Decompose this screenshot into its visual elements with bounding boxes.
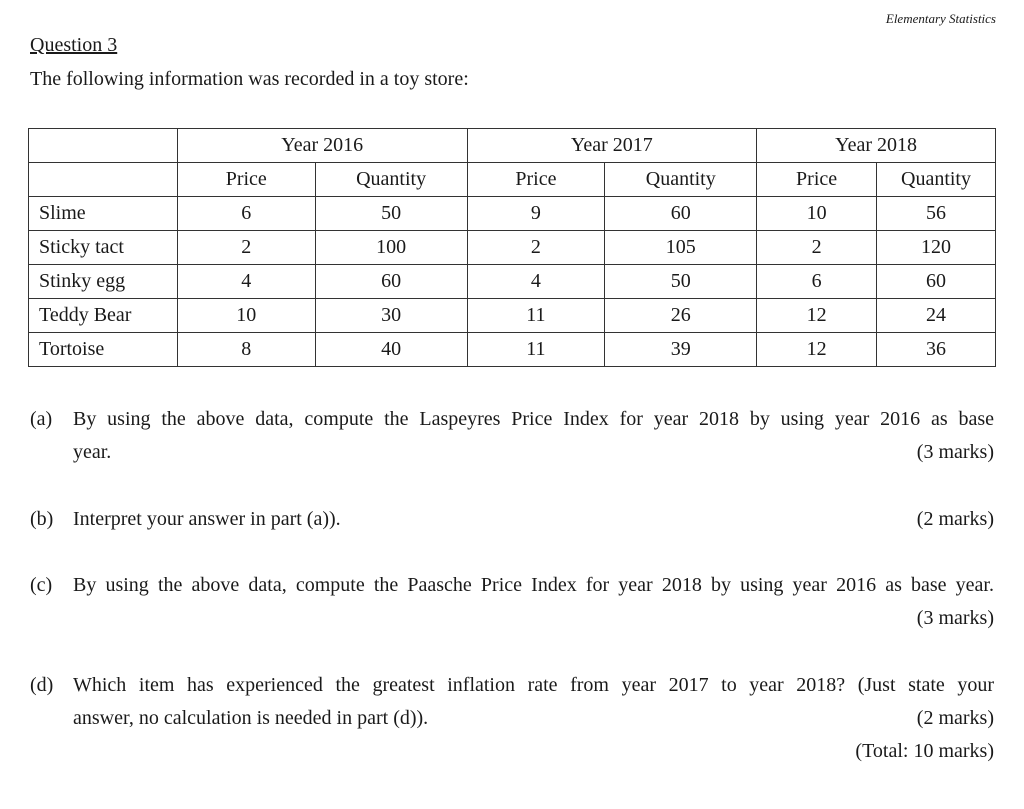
table-cell: 11	[467, 333, 605, 367]
table-cell: 2	[177, 231, 315, 265]
price-header-2016: Price	[177, 163, 315, 197]
table-cell: 4	[467, 265, 605, 299]
table-row	[29, 333, 996, 367]
part-d	[30, 669, 994, 768]
table-row	[29, 265, 996, 299]
part-c-label: (c)	[30, 574, 53, 596]
part-b-row	[73, 503, 994, 536]
part-b-label: (b)	[30, 508, 54, 530]
table-cell: 39	[605, 333, 757, 367]
table-cell: 24	[877, 299, 996, 333]
table-cell: 2	[757, 231, 877, 265]
year-header-2017: Year 2017	[467, 129, 757, 163]
table-row	[29, 197, 996, 231]
table-cell: 60	[605, 197, 757, 231]
quantity-header-2017: Quantity	[605, 163, 757, 197]
quantity-header-2018: Quantity	[877, 163, 996, 197]
part-b-text: Interpret your answer in part (a)).	[73, 508, 341, 530]
part-a-line2-row	[73, 436, 994, 469]
table-cell: 4	[177, 265, 315, 299]
year-header-2016: Year 2016	[177, 129, 467, 163]
table-cell: 40	[315, 333, 467, 367]
item-name: Sticky tact	[29, 231, 178, 265]
table-row	[29, 231, 996, 265]
year-header-row	[29, 129, 996, 163]
price-header-2017: Price	[467, 163, 605, 197]
item-name: Stinky egg	[29, 265, 178, 299]
table-cell: 30	[315, 299, 467, 333]
table-cell: 56	[877, 197, 996, 231]
table-cell: 105	[605, 231, 757, 265]
part-a	[30, 403, 994, 469]
part-d-line2: answer, no calculation is needed in part (d)).	[73, 707, 429, 729]
table-cell: 10	[177, 299, 315, 333]
table-cell: 120	[877, 231, 996, 265]
table-cell: 6	[177, 197, 315, 231]
item-name: Teddy Bear	[29, 299, 178, 333]
part-d-line2-row	[73, 702, 994, 735]
part-d-label: (d)	[30, 674, 54, 696]
toy-store-table	[28, 128, 996, 367]
part-b-marks: (2 marks)	[916, 508, 994, 530]
part-a-label: (a)	[30, 408, 53, 430]
part-c-text: By using the above data, compute the Paasche Price Index for year 2018 by using year 2016 as base year.	[73, 574, 994, 596]
part-b	[30, 503, 994, 536]
table-cell: 12	[757, 299, 877, 333]
table-cell: 8	[177, 333, 315, 367]
table-cell: 60	[315, 265, 467, 299]
subheader-row	[29, 163, 996, 197]
table-cell: 26	[605, 299, 757, 333]
item-name: Tortoise	[29, 333, 178, 367]
part-c	[30, 569, 994, 635]
table-cell: 9	[467, 197, 605, 231]
table-cell: 50	[315, 197, 467, 231]
price-header-2018: Price	[757, 163, 877, 197]
item-header-cell	[29, 163, 178, 197]
table-cell: 12	[757, 333, 877, 367]
table-cell: 2	[467, 231, 605, 265]
table-cell: 100	[315, 231, 467, 265]
quantity-header-2016: Quantity	[315, 163, 467, 197]
corner-cell	[29, 129, 178, 163]
question-intro: The following information was recorded in a toy store:	[30, 68, 469, 90]
subject-header: Elementary Statistics	[885, 11, 996, 26]
part-d-line1: Which item has experienced the greatest inflation rate from year 2017 to year 2018? (Just state your	[73, 674, 994, 696]
table-row	[29, 299, 996, 333]
total-marks: (Total: 10 marks)	[855, 740, 994, 762]
table-cell: 50	[605, 265, 757, 299]
table-cell: 11	[467, 299, 605, 333]
question-title: Question 3	[30, 34, 118, 56]
table-cell: 60	[877, 265, 996, 299]
part-d-marks: (2 marks)	[916, 707, 994, 729]
part-a-line2: year.	[73, 441, 112, 463]
year-header-2018: Year 2018	[757, 129, 996, 163]
item-name: Slime	[29, 197, 178, 231]
part-a-line1: By using the above data, compute the Laspeyres Price Index for year 2018 by using year 2016 as base	[73, 408, 994, 430]
part-a-marks: (3 marks)	[916, 441, 994, 463]
table-cell: 10	[757, 197, 877, 231]
part-c-marks: (3 marks)	[916, 607, 994, 629]
table-cell: 36	[877, 333, 996, 367]
table-cell: 6	[757, 265, 877, 299]
